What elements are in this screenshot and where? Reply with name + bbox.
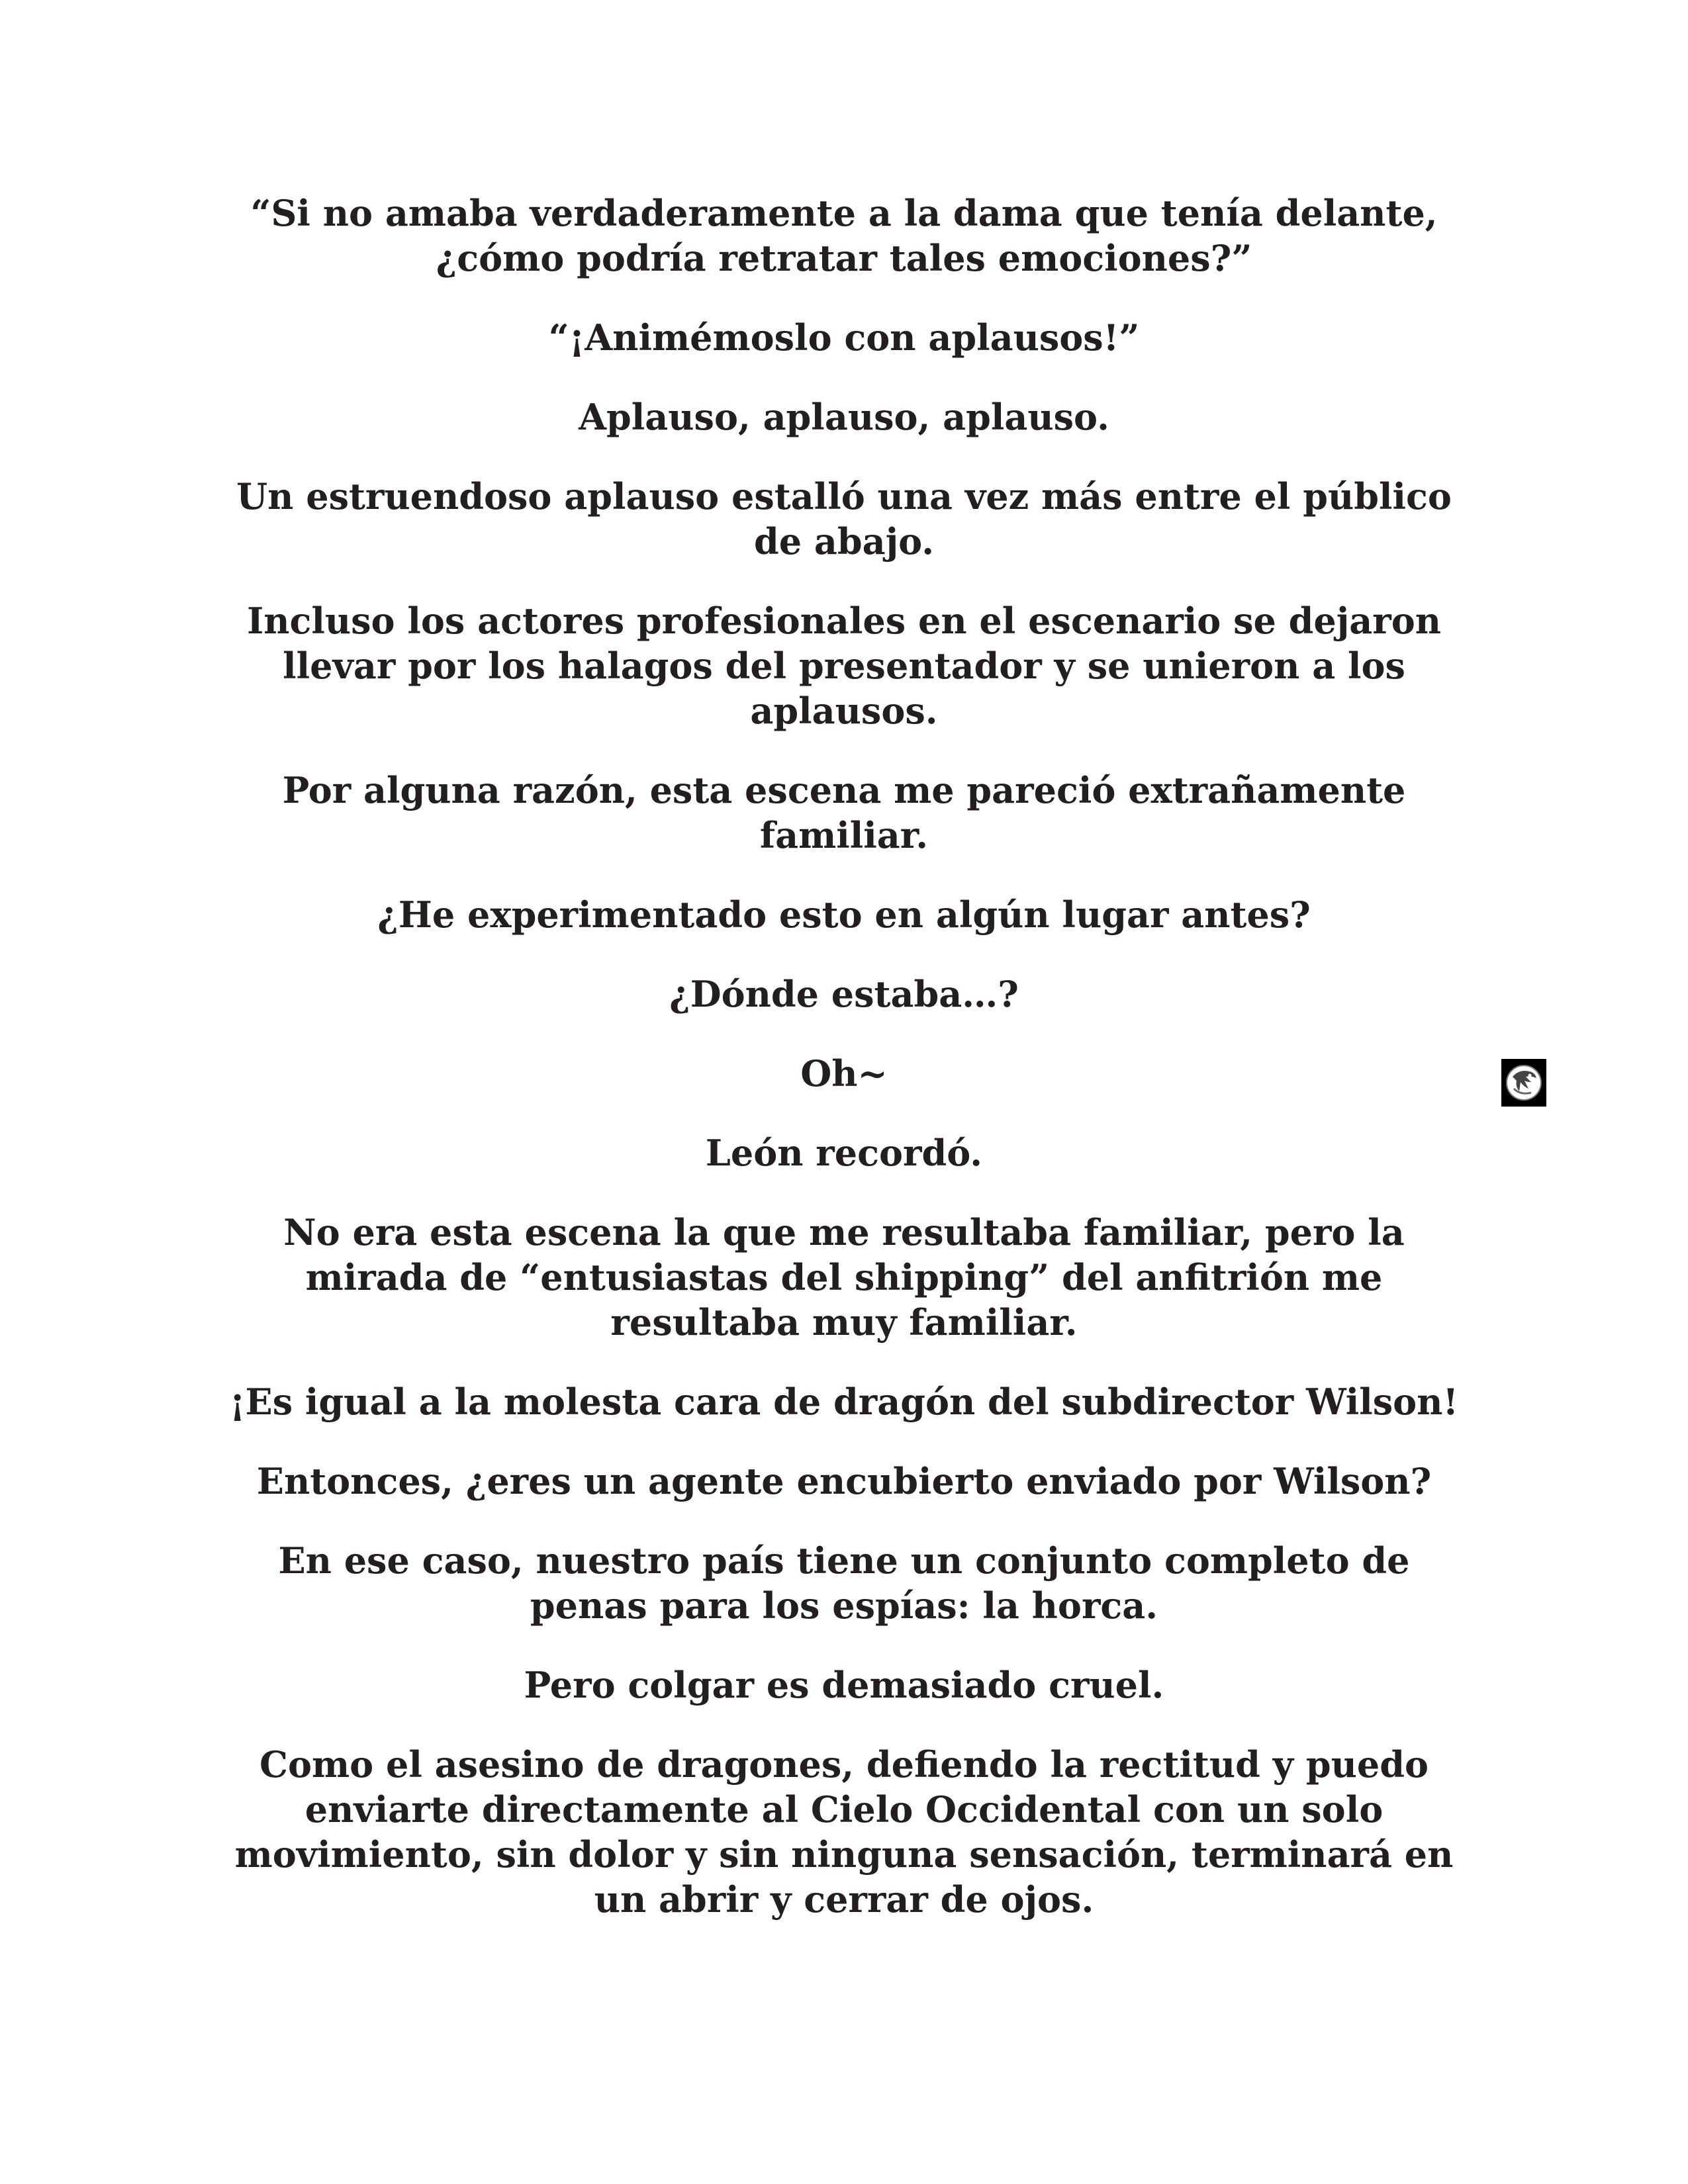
- paragraph: ¡Es igual a la molesta cara de dragón del subdirector Wilson!: [229, 1381, 1459, 1423]
- paragraph: ¿He experimentado esto en algún lugar antes?: [377, 893, 1311, 936]
- dragon-emblem-icon: [1501, 1059, 1546, 1107]
- paragraph: Como el asesino de dragones, defiendo la rectitud y puedo enviarte directamente al Cielo Occidental con un solo movimiento, sin dolor y sin ninguna sensación, terminará en un abrir y cerrar de ojos.: [234, 1743, 1454, 1921]
- paragraph: Aplauso, aplauso, aplauso.: [579, 396, 1109, 438]
- text-body: [225, 191, 1463, 1956]
- paragraph: Oh~: [800, 1052, 888, 1095]
- paragraph: “¡Animémoslo con aplausos!”: [548, 316, 1140, 359]
- paragraph: Por alguna razón, esta escena me pareció extrañamente familiar.: [282, 769, 1406, 856]
- paragraph: ¿Dónde estaba…?: [669, 973, 1019, 1015]
- paragraph: Un estruendoso aplauso estalló una vez más entre el público de abajo.: [236, 475, 1452, 563]
- dragon-emblem-graphic: [1505, 1062, 1543, 1103]
- paragraph: León recordó.: [705, 1132, 983, 1174]
- paragraph: Incluso los actores profesionales en el escenario se dejaron llevar por los halagos del presentador y se unieron a los aplausos.: [246, 600, 1442, 732]
- paragraph: En ese caso, nuestro país tiene un conjunto completo de penas para los espías: la horca.: [278, 1539, 1410, 1627]
- paragraph: No era esta escena la que me resultaba familiar, pero la mirada de “entusiastas del shipping” del anfitrión me resultaba muy familiar.: [283, 1211, 1405, 1343]
- paragraph: Pero colgar es demasiado cruel.: [524, 1664, 1164, 1706]
- paragraph: Entonces, ¿eres un agente encubierto enviado por Wilson?: [256, 1460, 1432, 1502]
- paragraph: “Si no amaba verdaderamente a la dama que tenía delante, ¿cómo podría retratar tales emociones?”: [250, 192, 1438, 279]
